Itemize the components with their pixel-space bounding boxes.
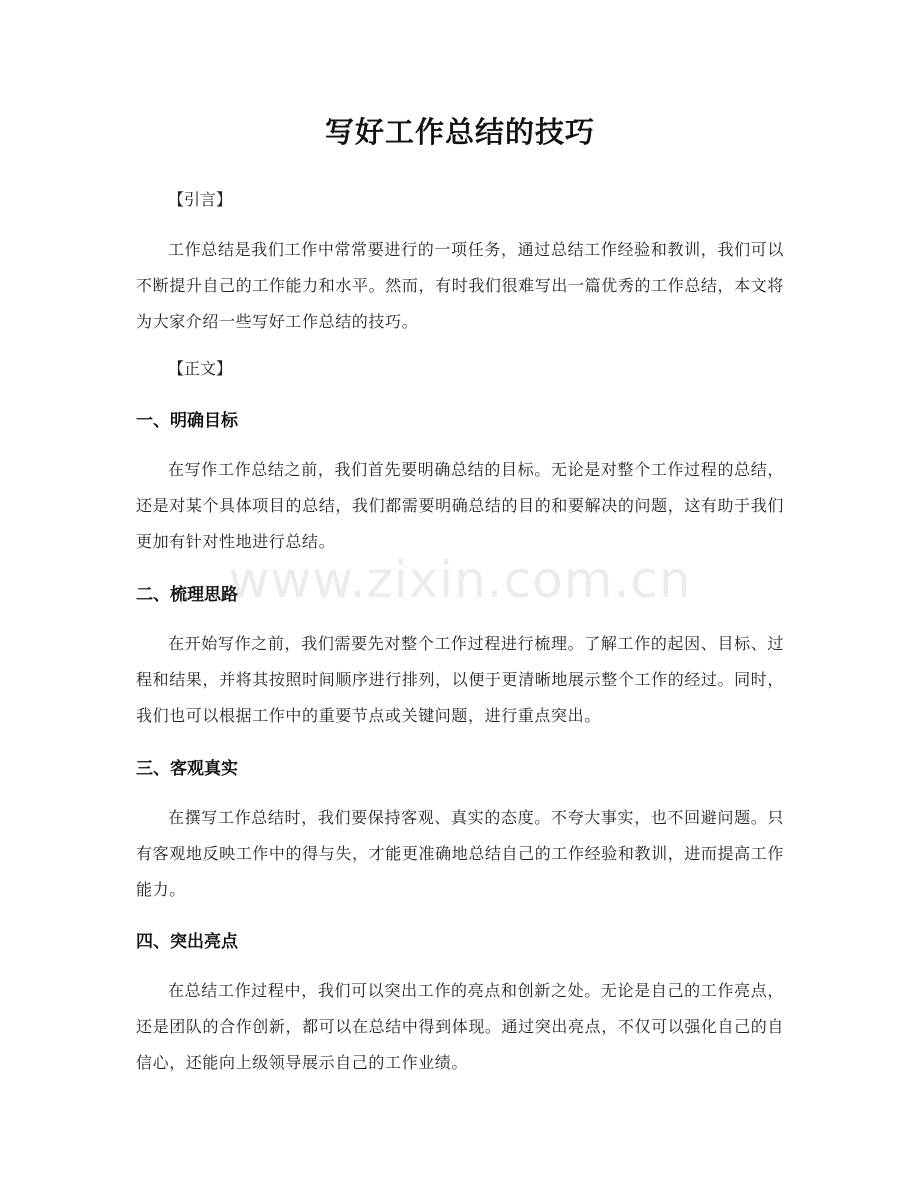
section-heading-1: 一、明确目标 xyxy=(136,411,238,431)
intro-paragraph: 工作总结是我们工作中常常要进行的一项任务，通过总结工作经验和教训，我们可以不断提升自己的工作能力和水平。然而，有时我们很难写出一篇优秀的工作总结，本文将为大家介绍一些写好工作总结的技巧。 xyxy=(136,240,784,331)
section-heading-4: 四、突出亮点 xyxy=(136,932,238,952)
document-title: 写好工作总结的技巧 xyxy=(324,115,595,149)
intro-marker: 【引言】 xyxy=(168,190,233,209)
section-heading-3: 三、客观真实 xyxy=(136,759,238,779)
section-paragraph-3: 在撰写工作总结时，我们要保持客观、真实的态度。不夸大事实，也不回避问题。只有客观地反映工作中的得与失，才能更准确地总结自己的工作经验和教训，进而提高工作能力。 xyxy=(136,808,784,899)
body-marker: 【正文】 xyxy=(168,359,233,378)
watermark: www.zixin.com.cn xyxy=(228,551,692,609)
section-heading-2: 二、梳理思路 xyxy=(136,585,238,605)
section-paragraph-4: 在总结工作过程中，我们可以突出工作的亮点和创新之处。无论是自己的工作亮点，还是团队的合作创新，都可以在总结中得到体现。通过突出亮点，不仅可以强化自己的自信心，还能向上级领导展示自己的工作业绩。 xyxy=(136,981,784,1072)
section-paragraph-2: 在开始写作之前，我们需要先对整个工作过程进行梳理。了解工作的起因、目标、过程和结果，并将其按照时间顺序进行排列，以便于更清晰地展示整个工作的经过。同时，我们也可以根据工作中的重要节点或关键问题，进行重点突出。 xyxy=(136,634,784,725)
section-paragraph-1: 在写作工作总结之前，我们首先要明确总结的目标。无论是对整个工作过程的总结，还是对某个具体项目的总结，我们都需要明确总结的目的和要解决的问题，这有助于我们更加有针对性地进行总结。 xyxy=(136,460,784,551)
